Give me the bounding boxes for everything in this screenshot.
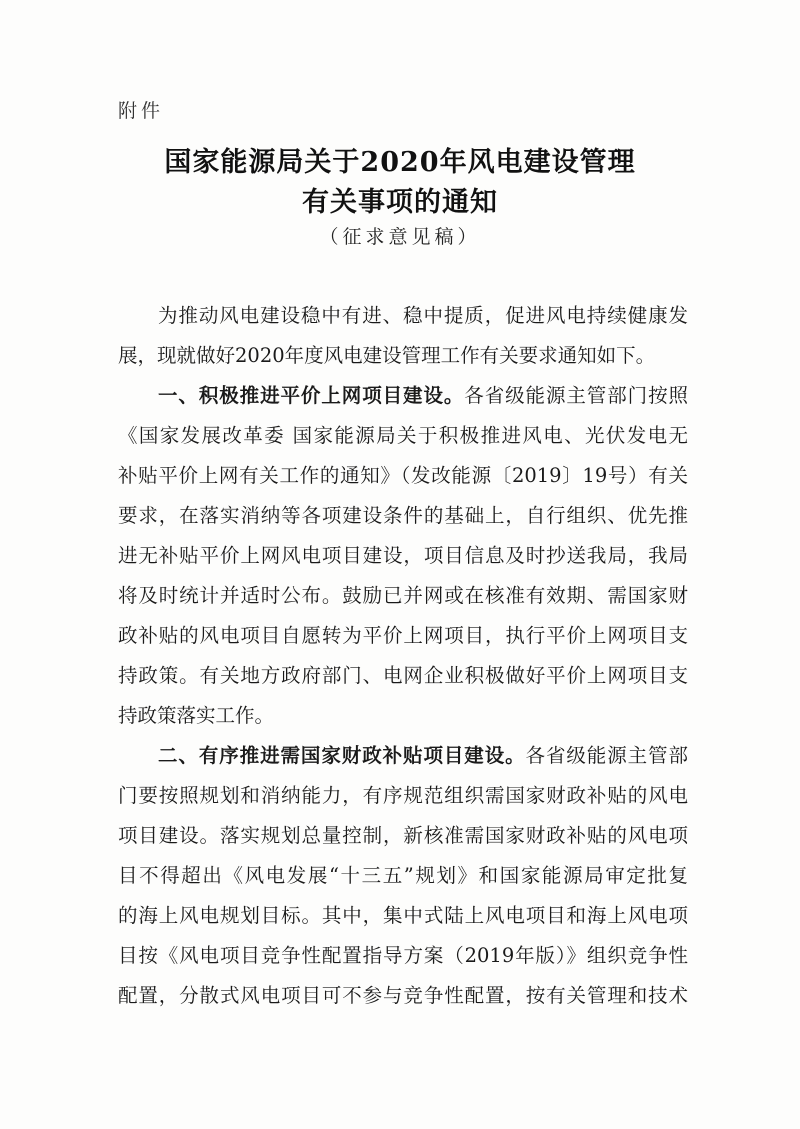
section2-first-line xyxy=(158,736,688,776)
section2-heading: 二、有序推进需国家财政补贴项目建设。 xyxy=(158,744,526,767)
section2-line: 的海上风电规划目标。其中，集中式陆上风电项目和海上风电项 xyxy=(118,904,688,927)
section2-line: 项目建设。落实规划总量控制，新核准需国家财政补贴的风电项 xyxy=(118,824,688,847)
section1-line: 要求，在落实消纳等各项建设条件的基础上，自行组织、优先推 xyxy=(118,504,688,527)
section1-heading: 一、积极推进平价上网项目建设。 xyxy=(158,384,465,407)
section2-line: 目不得超出《风电发展“十三五”规划》和国家能源局审定批复 xyxy=(118,864,688,887)
section1-first-line xyxy=(158,376,688,416)
section1-line: 持政策落实工作。 xyxy=(118,704,275,727)
section1-line: 各省级能源主管部门按照 xyxy=(464,384,688,407)
section2-line: 配置，分散式风电项目可不参与竞争性配置，按有关管理和技术 xyxy=(118,984,688,1007)
intro-line: 展，现就做好2020年度风电建设管理工作有关要求通知如下。 xyxy=(118,344,656,367)
section1-line: 将及时统计并适时公布。鼓励已并网或在核准有效期、需国家财 xyxy=(118,584,688,607)
section1-line: 政补贴的风电项目自愿转为平价上网项目，执行平价上网项目支 xyxy=(118,624,688,647)
section1-line: 进无补贴平价上网风电项目建设，项目信息及时抄送我局，我局 xyxy=(118,544,688,567)
document-subtitle: （征求意见稿） xyxy=(319,226,481,248)
section1-line: 持政策。有关地方政府部门、电网企业积极做好平价上网项目支 xyxy=(118,664,688,687)
intro-line: 为推动风电建设稳中有进、稳中提质，促进风电持续健康发 xyxy=(158,304,688,327)
section2-line: 目按《风电项目竞争性配置指导方案（2019年版）》组织竞争性 xyxy=(118,944,688,967)
section2-line: 门要按照规划和消纳能力，有序规范组织需国家财政补贴的风电 xyxy=(118,784,688,807)
attachment-label: 附件 xyxy=(118,100,165,122)
section1-line: 补贴平价上网有关工作的通知》（发改能源〔2019〕19号）有关 xyxy=(118,464,688,487)
section1-line: 《国家发展改革委 国家能源局关于积极推进风电、光伏发电无 xyxy=(118,424,688,447)
document-title-line-1: 国家能源局关于2020年风电建设管理 xyxy=(164,147,636,178)
section2-line: 各省级能源主管部 xyxy=(525,744,688,767)
document-title-line-2: 有关事项的通知 xyxy=(302,187,498,218)
